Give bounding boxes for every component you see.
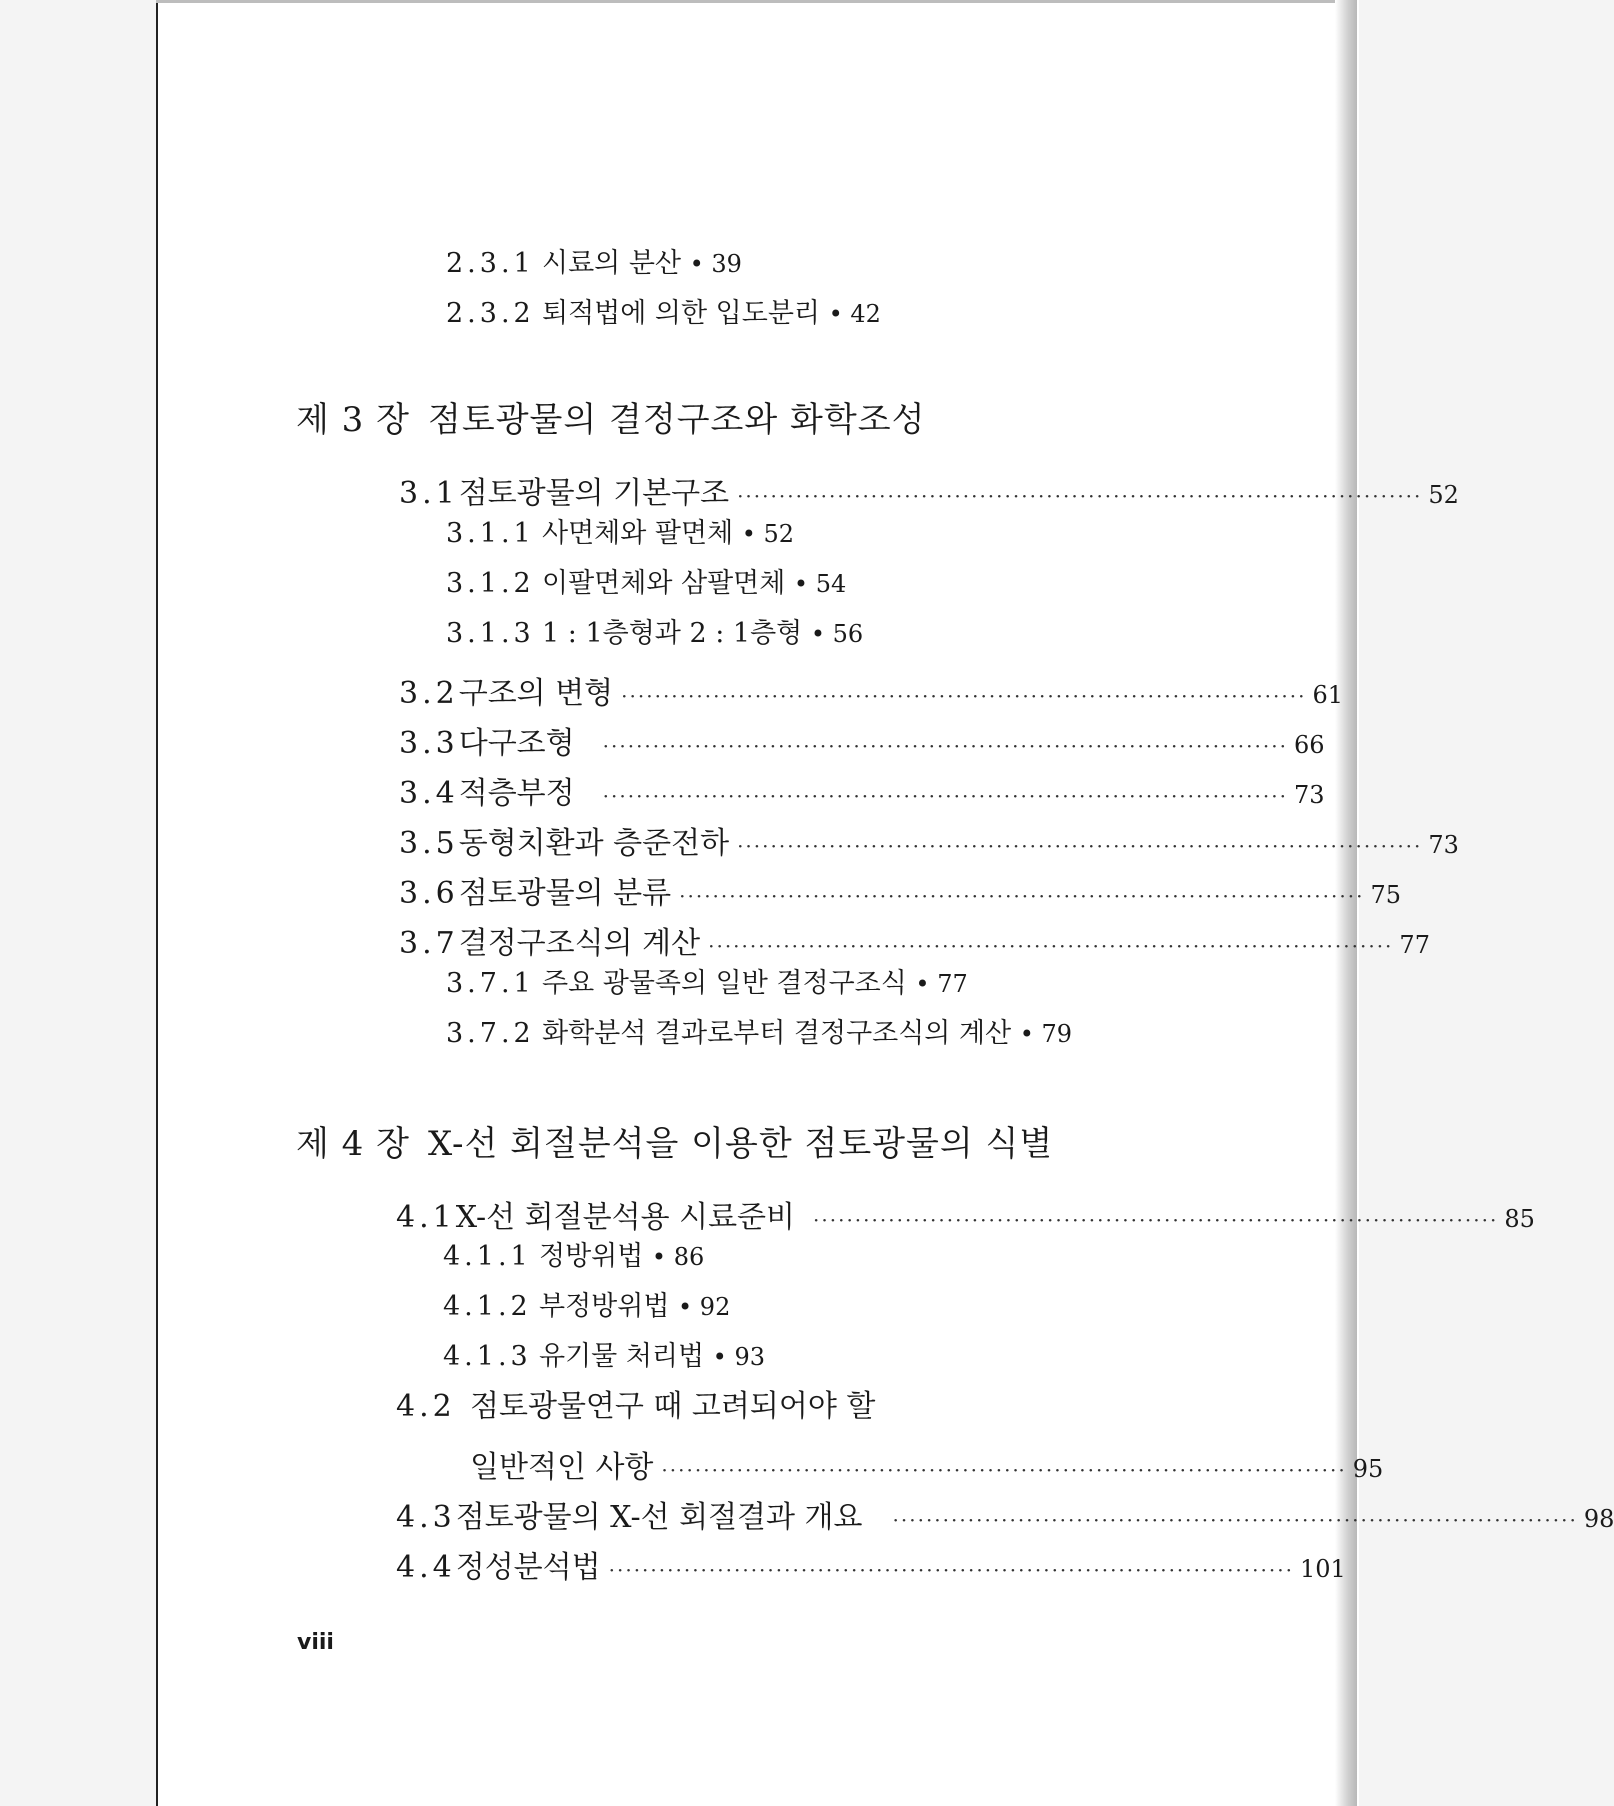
toc-section-4-2-line2 [470, 1442, 1384, 1486]
page-top-edge [156, 0, 1357, 3]
entry-number: 4.1.1 [443, 1241, 532, 1272]
entry-number: 2.3.2 [446, 298, 535, 329]
section-number: 3.4 [399, 776, 459, 811]
section-number: 3.5 [399, 826, 459, 861]
dot-leader: ·················································································· [737, 484, 1423, 508]
toc-section-4-1 [396, 1192, 1535, 1236]
toc-section-4-2-line1 [396, 1389, 876, 1424]
section-page: 85 [1504, 1205, 1535, 1233]
dot-leader: ·················································································· [679, 884, 1365, 908]
chapter-title: 점토광물의 결정구조와 화학조성 [428, 400, 926, 440]
entry-page: • 86 [651, 1243, 705, 1271]
section-number: 3.7 [399, 926, 459, 961]
toc-section-3-4 [399, 768, 1325, 812]
dot-leader: ·················································································· [813, 1208, 1499, 1232]
entry-number: 2.3.1 [446, 248, 535, 279]
section-title: 구조의 변형 [458, 676, 614, 711]
entry-number: 3.1.2 [446, 568, 535, 599]
entry-title: 부정방위법 [539, 1291, 670, 1322]
section-title: 결정구조식의 계산 [458, 926, 701, 961]
section-title: 점토광물의 기본구조 [458, 476, 730, 511]
chapter-number: 제 3 장 [296, 400, 410, 440]
section-title-line1: 점토광물연구 때 고려되어야 할 [470, 1389, 876, 1424]
toc-section-3-6 [399, 868, 1401, 912]
toc-entry-4-1-1 [443, 1243, 704, 1270]
section-page: 61 [1312, 681, 1344, 709]
dot-leader: ·················································································· [892, 1508, 1578, 1532]
entry-title: 사면체와 팔면체 [542, 518, 734, 549]
dot-leader: ·················································································· [708, 934, 1394, 958]
toc-entry-2-3-2 [446, 300, 881, 327]
page-folio: viii [297, 1630, 334, 1655]
toc-entry-4-1-2 [443, 1293, 730, 1320]
entry-page: • 39 [689, 250, 742, 278]
chapter-3-heading [296, 392, 925, 441]
entry-title: 주요 광물족의 일반 결정구조식 [542, 968, 907, 999]
section-title-line2: 일반적인 사항 [470, 1450, 654, 1485]
section-page: 73 [1293, 781, 1325, 809]
section-page: 98 [1583, 1505, 1614, 1533]
chapter-4-heading [296, 1116, 1053, 1165]
entry-page: • 56 [810, 620, 864, 648]
toc-section-4-4 [396, 1542, 1346, 1586]
entry-page: • 93 [712, 1343, 765, 1371]
entry-page: • 92 [678, 1293, 731, 1321]
section-number: 3.1 [399, 476, 459, 511]
entry-title: 화학분석 결과로부터 결정구조식의 계산 [542, 1018, 1012, 1049]
toc-section-4-3 [396, 1492, 1614, 1536]
section-title: 점토광물의 분류 [458, 876, 672, 911]
section-title: 동형치환과 층준전하 [458, 826, 730, 861]
section-number: 3.3 [399, 726, 459, 761]
chapter-title: X-선 회절분석을 이용한 점토광물의 식별 [428, 1124, 1054, 1164]
entry-page: • 77 [915, 970, 968, 998]
toc-section-3-3 [399, 718, 1325, 762]
entry-title: 퇴적법에 의한 입도분리 [542, 298, 820, 329]
chapter-number: 제 4 장 [296, 1124, 410, 1164]
dot-leader: ·················································································· [602, 734, 1288, 758]
section-number: 4.1 [396, 1200, 456, 1235]
section-page: 101 [1299, 1555, 1346, 1583]
entry-number: 3.7.1 [446, 968, 535, 999]
section-page: 95 [1352, 1455, 1384, 1483]
dot-leader: ·················································································· [621, 684, 1307, 708]
entry-title: 유기물 처리법 [539, 1341, 705, 1372]
toc-entry-3-1-3 [446, 620, 863, 647]
toc-entry-3-7-1 [446, 970, 968, 997]
dot-leader: ·················································································· [661, 1458, 1347, 1482]
section-title: 다구조형 [458, 726, 575, 761]
section-title: 점토광물의 X-선 회절결과 개요 [455, 1500, 863, 1535]
dot-leader: ·················································································· [602, 784, 1288, 808]
section-page: 73 [1428, 831, 1459, 859]
toc-section-3-2 [399, 668, 1344, 712]
entry-number: 3.7.2 [446, 1018, 535, 1049]
section-number: 3.2 [399, 676, 459, 711]
toc-entry-2-3-1 [446, 250, 742, 277]
toc-section-3-1 [399, 468, 1459, 512]
toc-entry-3-1-2 [446, 570, 846, 597]
section-title: 적층부정 [458, 776, 575, 811]
entry-page: • 54 [793, 570, 847, 598]
entry-page: • 42 [828, 300, 881, 328]
section-page: 75 [1370, 881, 1401, 909]
entry-number: 4.1.2 [443, 1291, 532, 1322]
entry-title: 시료의 분산 [542, 248, 681, 279]
section-page: 77 [1399, 931, 1430, 959]
dot-leader: ·················································································· [608, 1558, 1294, 1582]
section-number: 4.2 [396, 1389, 456, 1424]
entry-title: 1 : 1층형과 2 : 1층형 [542, 618, 803, 649]
section-page: 52 [1428, 481, 1459, 509]
section-number: 4.3 [396, 1500, 456, 1535]
toc-entry-3-1-1 [446, 520, 794, 547]
entry-number: 3.1.1 [446, 518, 535, 549]
section-number: 4.4 [396, 1550, 456, 1585]
entry-number: 3.1.3 [446, 618, 535, 649]
entry-page: • 52 [741, 520, 795, 548]
entry-number: 4.1.3 [443, 1341, 532, 1372]
toc-section-3-7 [399, 918, 1430, 962]
entry-page: • 79 [1019, 1020, 1073, 1048]
section-number: 3.6 [399, 876, 459, 911]
toc-entry-4-1-3 [443, 1343, 765, 1370]
section-title: X-선 회절분석용 시료준비 [455, 1200, 796, 1235]
dot-leader: ·················································································· [737, 834, 1423, 858]
toc-section-3-5 [399, 818, 1459, 862]
section-title: 정성분석법 [455, 1550, 601, 1585]
entry-title: 이팔면체와 삼팔면체 [542, 568, 786, 599]
toc-entry-3-7-2 [446, 1020, 1072, 1047]
section-page: 66 [1293, 731, 1325, 759]
entry-title: 정방위법 [539, 1241, 644, 1272]
